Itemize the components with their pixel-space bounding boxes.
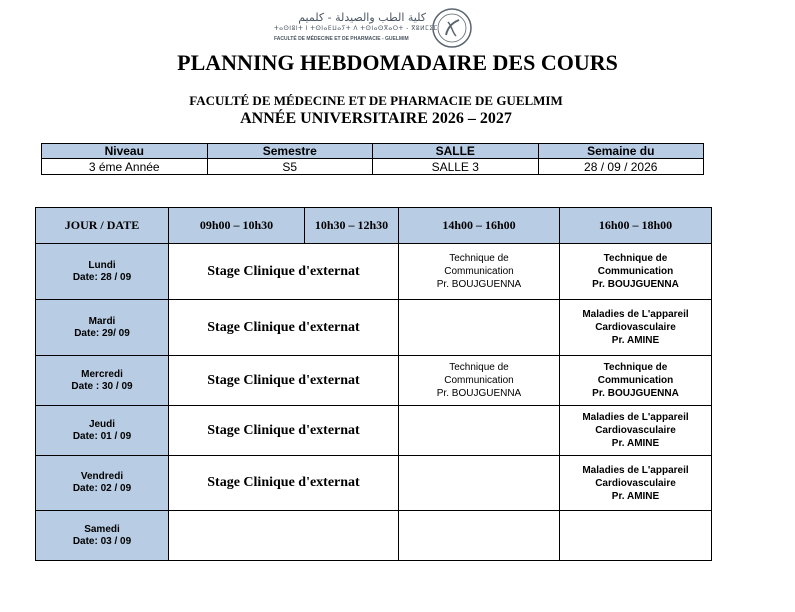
afternoon-cell-1400: [399, 356, 560, 406]
course-teacher: Pr. AMINE: [611, 335, 660, 346]
logo-tifinagh-text: ⵜⴰⵙⵏⵓⵏⵜ ⵏ ⵜⵙⵏⴰⴹⵡⴰⵢⵜ ⴷ ⵜⵙⵏⴰⵙⴳⴰⵔⵜ - ⴳⵓⵍⵎⵉⵎ: [274, 25, 438, 32]
day-cell: [36, 300, 169, 356]
course-title-line: Technique de: [603, 362, 668, 373]
info-table: [41, 143, 704, 175]
course-teacher: Pr. BOUJGUENNA: [436, 388, 522, 399]
course-title-line: Cardiovasculaire: [595, 322, 676, 333]
course-title-line: Maladies de L'appareil: [582, 309, 689, 320]
morning-cell: [169, 511, 399, 561]
schedule-table: [35, 207, 712, 561]
course-title-line: Communication: [444, 266, 514, 277]
schedule-header-row: [36, 208, 712, 244]
morning-cell: Stage Clinique d'externat: [169, 356, 399, 406]
day-cell: [36, 244, 169, 300]
course-title-line: Communication: [444, 375, 514, 386]
info-header-niveau: Niveau: [42, 144, 208, 159]
day-name: Samedi: [84, 523, 120, 535]
afternoon-cell-1600: [560, 456, 712, 511]
table-row: [36, 244, 712, 300]
day-name: Mardi: [88, 315, 116, 327]
afternoon-cell-1600: [560, 356, 712, 406]
header-slot-1400: 14h00 – 16h00: [399, 208, 560, 244]
course-title-line: Technique de: [449, 253, 509, 264]
day-cell: [36, 356, 169, 406]
afternoon-cell-1400: [399, 244, 560, 300]
course-title-line: Cardiovasculaire: [595, 477, 676, 489]
table-row: [36, 456, 712, 511]
info-value-row: [42, 159, 704, 175]
day-name: Mercredi: [81, 368, 123, 380]
faculty-name: FACULTÉ DE MÉDECINE ET DE PHARMACIE DE GUELMIM: [189, 93, 563, 108]
info-header-row: [42, 144, 704, 159]
course-teacher: Pr. BOUJGUENNA: [592, 279, 679, 290]
day-name: Lundi: [88, 259, 116, 271]
afternoon-cell-1600: [560, 300, 712, 356]
day-cell: [36, 456, 169, 511]
day-date: Date: 29/ 09: [74, 327, 130, 339]
table-row: [36, 300, 712, 356]
day-date: Date: 01 / 09: [72, 430, 132, 442]
course-teacher: Pr. BOUJGUENNA: [592, 388, 679, 399]
course-title-line: Communication: [597, 266, 674, 277]
afternoon-cell-1400: [399, 511, 560, 561]
table-row: [36, 406, 712, 456]
afternoon-cell-1600: [560, 244, 712, 300]
info-header-semaine: Semaine du: [538, 144, 704, 159]
header-day-date: JOUR / DATE: [36, 208, 169, 244]
faculty-logo: [268, 8, 478, 48]
course-title-line: Technique de: [449, 362, 509, 373]
course-title-line: Maladies de L'appareil: [582, 464, 689, 476]
day-date: Date: 02 / 09: [72, 483, 132, 494]
afternoon-cell-1400: [399, 300, 560, 356]
day-cell: [36, 406, 169, 456]
course-teacher: Pr. AMINE: [611, 438, 660, 449]
morning-cell: Stage Clinique d'externat: [169, 244, 399, 300]
course-title-line: Maladies de L'appareil: [582, 412, 689, 423]
day-name: Jeudi: [88, 418, 116, 430]
table-row: [36, 511, 712, 561]
logo-arabic-text: كلية الطب والصيدلة - كلميم: [298, 11, 426, 24]
info-header-semestre: Semestre: [207, 144, 373, 159]
day-name: Vendredi: [80, 471, 124, 482]
info-value-semestre: S5: [207, 159, 373, 175]
header-slot-1030: 10h30 – 12h30: [305, 208, 399, 244]
info-value-semaine: 28 / 09 / 2026: [538, 159, 704, 175]
course-teacher: Pr. BOUJGUENNA: [436, 279, 522, 290]
afternoon-cell-1600: [560, 511, 712, 561]
table-row: [36, 356, 712, 406]
course-title-line: Technique de: [603, 253, 668, 264]
logo-french-text: FACULTÉ DE MÉDECINE ET DE PHARMACIE - GUELMIM: [274, 36, 409, 42]
info-value-niveau: 3 éme Année: [42, 159, 208, 175]
page-title: PLANNING HEBDOMADAIRE DES COURS: [177, 50, 618, 75]
info-header-salle: SALLE: [373, 144, 539, 159]
afternoon-cell-1600: [560, 406, 712, 456]
faculty-seal-icon: [432, 8, 472, 48]
morning-cell: Stage Clinique d'externat: [169, 300, 399, 356]
afternoon-cell-1400: [399, 456, 560, 511]
afternoon-cell-1400: [399, 406, 560, 456]
day-date: Date: 28 / 09: [72, 271, 132, 283]
info-value-salle: SALLE 3: [373, 159, 539, 175]
academic-year: ANNÉE UNIVERSITAIRE 2026 – 2027: [240, 110, 512, 127]
day-date: Date : 30 / 09: [71, 380, 133, 392]
day-cell: [36, 511, 169, 561]
morning-cell: Stage Clinique d'externat: [169, 406, 399, 456]
header-slot-1600: 16h00 – 18h00: [560, 208, 712, 244]
morning-cell: Stage Clinique d'externat: [169, 456, 399, 511]
header-slot-0900: 09h00 – 10h30: [169, 208, 305, 244]
course-teacher: Pr. AMINE: [611, 490, 660, 502]
course-title-line: Communication: [597, 375, 674, 386]
day-date: Date: 03 / 09: [72, 535, 132, 547]
course-title-line: Cardiovasculaire: [595, 425, 676, 436]
